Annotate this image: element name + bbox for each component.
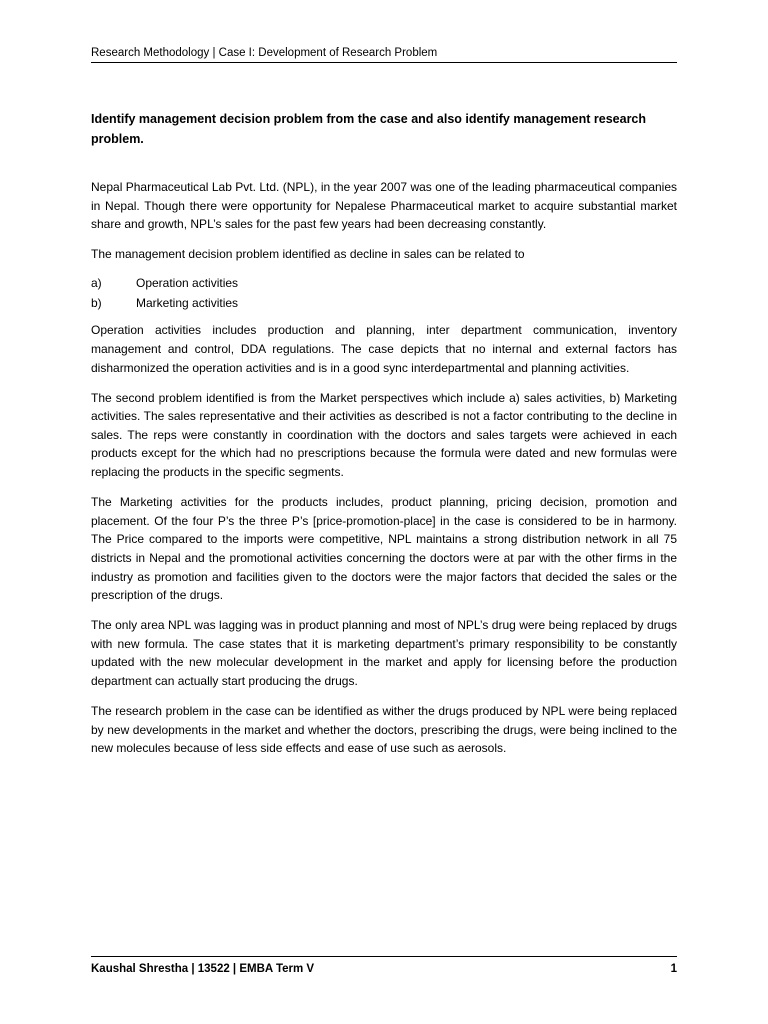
list-marker: b) [91, 296, 102, 311]
paragraph-market: The second problem identified is from the Market perspectives which include a) sales activities, b) Marketing activities. The sales representative and their activities as described is not a factor contributing to the decline in sales. The reps were constantly in coordination with the doctors and sales targets were achieved in each products except for the which had no prescriptions because the formula were dated and new formulas were replacing the products in the specific segments. [91, 390, 677, 480]
list-item [91, 293, 677, 313]
paragraph-intro: Nepal Pharmaceutical Lab Pvt. Ltd. (NPL), in the year 2007 was one of the leading pharmaceutical companies in Nepal. Though there were opportunity for Nepalese Pharmaceutical market to acquire substantial market share and growth, NPL’s sales for the past few years had been decreasing constantly. [91, 180, 677, 232]
paragraph-marketing: The Marketing activities for the products includes, product planning, pricing decision, promotion and placement. Of the four P’s the three P’s [price-promotion-place] in the case is considered to be in harmony. The Price compared to the imports were competitive, NPL maintains a strong distribution network in all 75 districts in Nepal and the promotional activities concerning the doctors were at par with the other firms in the industry as promotion and facilities given to the doctors were the major factors that decided the sales or the prescription of the drugs. [91, 495, 677, 603]
footer-author: Kaushal Shrestha | 13522 | EMBA Term V [91, 963, 315, 975]
document-body [91, 178, 677, 769]
list-marker: a) [91, 276, 102, 291]
page-footer [91, 956, 677, 980]
header-title: Research Methodology | Case I: Development of Research Problem [91, 47, 438, 59]
paragraph-research-problem: The research problem in the case can be identified as wither the drugs produced by NPL were being replaced by new developments in the market and whether the doctors, prescribing the drugs, were being inclined to the new molecules because of less side effects and ease of use such as aerosols. [91, 704, 677, 756]
paragraph-decision-problem: The management decision problem identified as decline in sales can be related to [91, 247, 525, 262]
paragraph-product-planning: The only area NPL was lagging was in product planning and most of NPL’s drug were being replaced by drugs with new formula. The case states that it is marketing department’s primary responsibility to be constantly updated with the new molecular development in the market and apply for licensing before the production department can actually start producing the drugs. [91, 618, 677, 688]
question-heading: Identify management decision problem from the case and also identify management research problem. [91, 112, 647, 146]
list-item-label: Operation activities [136, 276, 239, 291]
list-item [91, 273, 677, 293]
paragraph-operation: Operation activities includes production and planning, inter department communication, inventory management and control, DDA regulations. The case depicts that no internal and external factors has disharmonized the operation activities and is in a good sync interdepartmental and planning activities. [91, 323, 677, 375]
activities-list [91, 273, 677, 313]
page-number: 1 [670, 963, 677, 975]
list-item-label: Marketing activities [136, 296, 239, 311]
page-header [91, 45, 677, 63]
